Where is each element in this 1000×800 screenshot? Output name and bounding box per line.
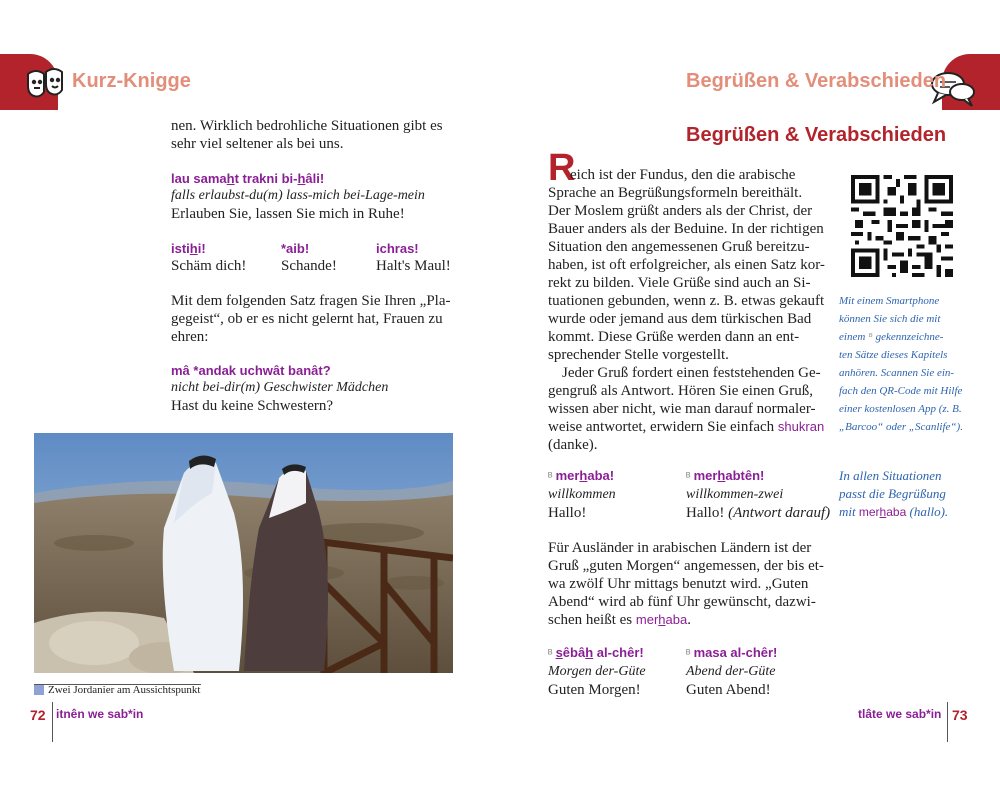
- text-line: sprechender Stelle vorgestellt.: [548, 347, 729, 363]
- left-header-title: Kurz-Knigge: [72, 70, 191, 92]
- translation: Schäm dich!: [171, 258, 247, 274]
- arabic-phrase: ᴮ sêbâh al-chêr!: [548, 644, 683, 663]
- text-line: anhören. Scannen Sie ein-: [839, 367, 955, 379]
- phrase-block-2: [171, 362, 471, 415]
- ear-icon: ᴮ: [686, 648, 691, 660]
- translation: Hallo!: [548, 505, 587, 521]
- literal-gloss: Morgen der-Güte: [548, 664, 646, 679]
- text-line: schen heißt es merhaba.: [548, 612, 691, 628]
- text-line: Der Moslem grüßt anders als der Christ, der: [548, 203, 813, 219]
- text-line: „Barcoo“ oder „Scanlife“).: [839, 421, 963, 433]
- arabic-phrase: istihi!: [171, 241, 206, 256]
- translation: Hallo! (Antwort darauf): [686, 505, 831, 521]
- arabic-phrase: ᴮ merhabtên!: [686, 467, 836, 486]
- text-line: wissen aber nicht, wie man darauf normaler-: [548, 401, 816, 417]
- text-line: Jeder Gruß fordert einen feststehenden Ge-: [562, 365, 821, 381]
- left-footer-label: itnên we sab*in: [56, 707, 144, 721]
- greeting-3: [548, 644, 683, 699]
- text-line: wurde oder jemand aus dem türkischen Bad: [548, 311, 812, 327]
- section-title: Begrüßen & Verabschieden: [686, 124, 947, 146]
- qr-code[interactable]: [851, 175, 953, 277]
- text-line: ehren:: [171, 329, 209, 345]
- right-header-title: Begrüßen & Verabschieden: [686, 70, 947, 92]
- translation: Erlauben Sie, lassen Sie mich in Ruhe!: [171, 206, 405, 222]
- phrase-column-2: [281, 240, 371, 275]
- translation: Halt's Maul!: [376, 258, 451, 274]
- dropcap: R: [548, 147, 576, 189]
- text-line: Für Ausländer in arabischen Ländern ist der: [548, 540, 812, 556]
- text-line: Bauer anders als der Beduine. In der richtigen: [548, 221, 824, 237]
- text-line: sehr viel seltener als bei uns.: [171, 136, 344, 152]
- people-icon: [22, 66, 68, 110]
- text-line: rekt zu bilden. Viele Grüße sind auch an Si-: [548, 275, 811, 291]
- translation: Guten Abend!: [686, 682, 771, 698]
- photo-jordanians: [34, 433, 453, 673]
- text-line: passt die Begrüßung: [839, 486, 946, 501]
- qr-sidenote: [839, 292, 969, 436]
- text-line: Gruß „guten Morgen“ angemessen, der bis et-: [548, 558, 824, 574]
- arabic-phrase: ᴮ masa al-chêr!: [686, 644, 836, 663]
- text-line: Mit einem Smartphone: [839, 295, 940, 307]
- translation: Hast du keine Schwestern?: [171, 398, 334, 414]
- text-line: mit merhaba (hallo).: [839, 504, 949, 519]
- text-line: kommt. Diese Grüße werden dann an ent-: [548, 329, 800, 345]
- right-footer-label: tlâte we sab*in: [858, 707, 942, 721]
- left-intro: [171, 117, 471, 153]
- greeting-2: [686, 467, 836, 522]
- text-line: gengruß als Antwort. Hören Sie einen Gruß,: [548, 383, 813, 399]
- literal-gloss: nicht bei-dir(m) Geschwister Mädchen: [171, 380, 389, 395]
- arabic-phrase: lau samaht trakni bi-hâli!: [171, 171, 325, 186]
- arabic-phrase: *aib!: [281, 241, 310, 256]
- text-line: einem ᴮ gekennzeichne-: [839, 328, 969, 346]
- text-line: eich ist der Fundus, den die arabische: [570, 167, 796, 183]
- caption-marker: [34, 685, 44, 695]
- arabic-phrase: ᴮ merhaba!: [548, 467, 683, 486]
- text-line: einer kostenlosen App (z. B.: [839, 403, 962, 415]
- photo-caption: Zwei Jordanier am Aussichtspunkt: [48, 684, 201, 696]
- text-line: Situation den angemessenen Gruß bereitzu-: [548, 239, 810, 255]
- text-line: ten Sätze dieses Kapitels: [839, 349, 948, 361]
- text-line: haben, ist oft erfolgreicher, als einen Satz kor-: [548, 257, 825, 273]
- inline-arabic-word: shukran: [777, 419, 825, 434]
- text-line: Sprache an Begrüßungsformeln bereithält.: [548, 185, 803, 201]
- greeting-1: [548, 467, 683, 522]
- ear-icon: ᴮ: [868, 331, 873, 343]
- right-paragraph-3: [548, 539, 833, 629]
- text-line: tuationen gebunden, wenn z. B. etwas gekauft: [548, 293, 825, 309]
- left-page-number: 72: [30, 707, 46, 723]
- text-line: Abend“ wird ab fünf Uhr gewünscht, dazwi-: [548, 594, 816, 610]
- greeting-sidenote: [839, 467, 979, 521]
- text-line: fach den QR-Code mit Hilfe: [839, 385, 963, 397]
- text-line: In allen Situationen: [839, 468, 942, 483]
- text-line: gegeist“, ob er es nicht gelernt hat, Frauen zu: [171, 311, 443, 327]
- text-line: wa zwölf Uhr mittags benutzt wird. „Guten: [548, 576, 809, 592]
- phrase-block-1: [171, 170, 471, 223]
- text-line: nen. Wirklich bedrohliche Situationen gibt es: [171, 118, 443, 134]
- ear-icon: ᴮ: [686, 471, 691, 483]
- literal-gloss: willkommen-zwei: [686, 487, 784, 502]
- right-paragraph-2: [548, 364, 833, 454]
- literal-gloss: Abend der-Güte: [686, 664, 776, 679]
- right-paragraph-1: [548, 166, 833, 364]
- translation: Schande!: [281, 258, 337, 274]
- text-line: weise antwortet, erwidern Sie einfach shukran: [548, 419, 825, 435]
- arabic-phrase: mâ *andak uchwât banât?: [171, 363, 331, 378]
- text-line: können Sie sich die mit: [839, 313, 941, 325]
- right-page-number: 73: [952, 707, 968, 723]
- text-line: Mit dem folgenden Satz fragen Sie Ihren „Pla-: [171, 293, 451, 309]
- ear-icon: ᴮ: [548, 648, 553, 660]
- right-footer-rule: [947, 702, 948, 742]
- phrase-column-1: [171, 240, 281, 275]
- literal-gloss: falls erlaubst-du(m) lass-mich bei-Lage-mein: [171, 188, 425, 203]
- ear-icon: ᴮ: [548, 471, 553, 483]
- phrase-column-3: [376, 240, 476, 275]
- literal-gloss: willkommen: [548, 487, 616, 502]
- translation: Guten Morgen!: [548, 682, 641, 698]
- left-footer-rule: [52, 702, 53, 742]
- left-paragraph-2: [171, 292, 471, 346]
- arabic-phrase: ichras!: [376, 241, 419, 256]
- text-line: (danke).: [548, 437, 598, 453]
- greeting-4: [686, 644, 836, 699]
- inline-arabic-word: merhaba: [635, 612, 688, 627]
